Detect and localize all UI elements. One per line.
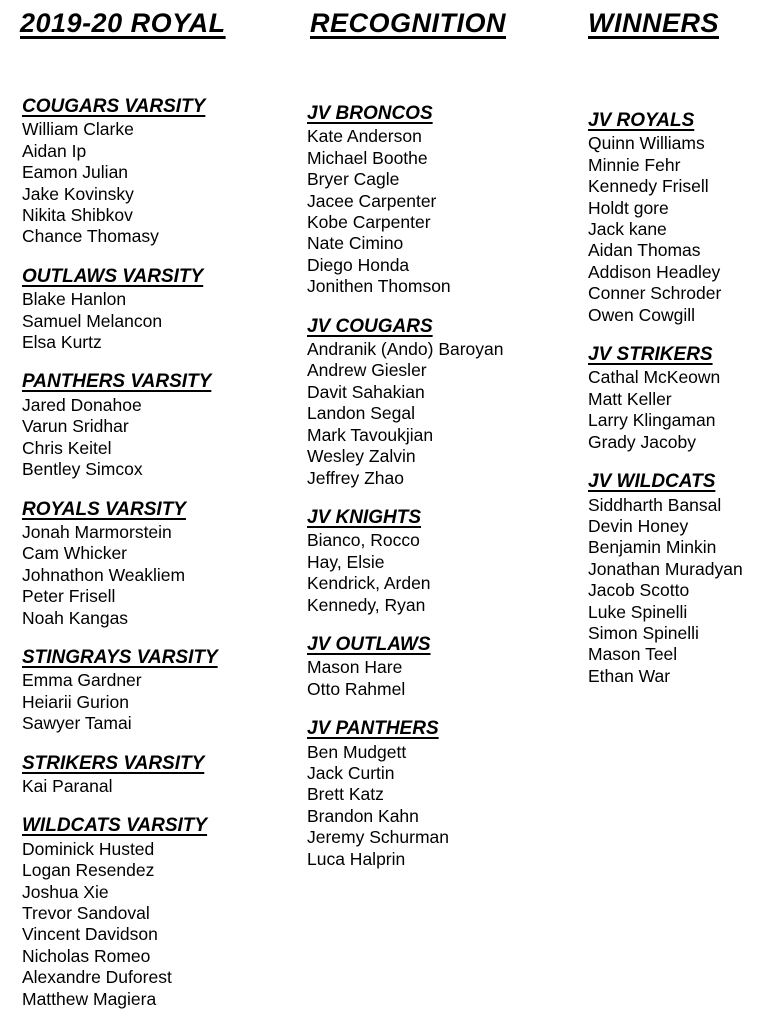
player-name: Simon Spinelli [588,622,699,643]
player-name: Andrew Giesler [307,360,427,381]
player-name: Matthew Magiera [22,988,157,1009]
player-name: Hay, Elsie [307,551,385,572]
player-name: Jack Curtin [307,762,395,783]
player-name: Davit Sahakian [307,381,425,402]
player-name: Bentley Simcox [22,459,143,480]
player-name: Benjamin Minkin [588,537,717,558]
player-name: Kai Paranal [22,775,113,796]
team-section [307,103,577,298]
player-name: Jacee Carpenter [307,190,437,211]
team-section [588,110,778,326]
team-section [22,647,292,735]
team-section-header: JV WILDCATS [588,471,716,493]
player-name: Noah Kangas [22,607,129,628]
player-name: Otto Rahmel [307,678,406,699]
player-name: Jared Donahoe [22,394,142,415]
player-name: Matt Keller [588,388,672,409]
player-name: Cam Whicker [22,543,128,564]
team-section-header: ROYALS VARSITY [22,498,186,520]
team-section-header: WILDCATS VARSITY [22,815,208,837]
player-name: Vincent Davidson [22,924,158,945]
player-name: Aidan Thomas [588,240,701,261]
player-name: William Clarke [22,119,134,140]
team-section [22,753,292,798]
team-section [22,499,292,629]
player-name: Kobe Carpenter [307,212,431,233]
team-section-header: COUGARS VARSITY [22,96,206,117]
player-name: Siddharth Bansal [588,494,722,515]
player-name: Mark Tavoukjian [307,424,434,445]
player-name: Kennedy, Ryan [307,594,426,615]
player-name: Blake Hanlon [22,289,127,310]
player-name: Sawyer Tamai [22,713,132,734]
player-name: Cathal McKeown [588,367,721,388]
player-name: Varun Sridhar [22,416,129,437]
player-name: Aidan Ip [22,140,87,161]
team-section [22,266,292,354]
team-section [307,316,577,489]
team-section-header: PANTHERS VARSITY [22,371,212,393]
player-name: Eamon Julian [22,162,129,183]
team-section [588,471,778,687]
player-name: Luke Spinelli [588,601,688,622]
team-section [307,507,577,616]
player-name: Larry Klingaman [588,410,716,431]
team-section-header: JV ROYALS [588,110,695,131]
player-name: Chris Keitel [22,437,112,458]
team-section [588,344,778,453]
team-section [22,371,292,480]
team-section [22,96,292,248]
column-jv-teams-1 [307,103,577,870]
player-name: Landon Segal [307,403,416,424]
player-name: Nate Cimino [307,233,404,254]
team-section-header: STRIKERS VARSITY [22,752,205,774]
player-name: Brett Katz [307,784,384,805]
player-name: Joshua Xie [22,881,109,902]
player-name: Bianco, Rocco [307,530,420,551]
player-name: Jonathan Muradyan [588,558,743,579]
player-name: Diego Honda [307,254,410,275]
player-name: Bryer Cagle [307,169,400,190]
document-title-part-3: WINNERS [588,8,719,38]
player-name: Quinn Williams [588,133,705,154]
player-name: Jeremy Schurman [307,827,449,848]
player-name: Ethan War [588,665,671,686]
player-name: Alexandre Duforest [22,967,172,988]
player-name: Ben Mudgett [307,741,407,762]
player-name: Kate Anderson [307,126,422,147]
player-name: Samuel Melancon [22,310,163,331]
team-section-header: JV BRONCOS [307,103,433,124]
player-name: Devin Honey [588,515,689,536]
player-name: Andranik (Ando) Baroyan [307,339,504,360]
player-name: Nikita Shibkov [22,205,133,226]
player-name: Jonah Marmorstein [22,521,172,542]
document-title-part-1: 2019-20 ROYAL [20,8,226,38]
team-section [307,634,577,700]
team-section-header: JV PANTHERS [307,718,439,740]
player-name: Peter Frisell [22,586,116,607]
player-name: Jack kane [588,219,667,240]
player-name: Holdt gore [588,197,669,218]
player-name: Mason Teel [588,644,678,665]
team-section [22,815,292,1010]
player-name: Brandon Kahn [307,805,419,826]
player-name: Dominick Husted [22,838,155,859]
player-name: Jeffrey Zhao [307,467,404,488]
player-name: Nicholas Romeo [22,945,151,966]
player-name: Jonithen Thomson [307,276,451,297]
team-section-header: JV COUGARS [307,315,433,337]
player-name: Mason Hare [307,657,403,678]
player-name: Jake Kovinsky [22,183,134,204]
player-name: Conner Schroder [588,283,722,304]
team-section [307,718,577,870]
player-name: Emma Gardner [22,670,142,691]
player-name: Grady Jacoby [588,431,696,452]
player-name: Trevor Sandoval [22,903,150,923]
column-varsity-teams [22,96,292,1010]
player-name: Jacob Scotto [588,580,690,601]
player-name: Addison Headley [588,261,721,282]
team-section-header: JV OUTLAWS [307,633,431,655]
player-name: Michael Boothe [307,147,428,168]
player-name: Heiarii Gurion [22,691,129,712]
player-name: Owen Cowgill [588,304,695,325]
player-name: Kendrick, Arden [307,573,431,594]
team-section-header: OUTLAWS VARSITY [22,265,204,287]
player-name: Chance Thomasy [22,226,159,247]
document-title-part-2: RECOGNITION [310,8,507,38]
team-section-header: STINGRAYS VARSITY [22,646,218,668]
team-section-header: JV STRIKERS [588,344,713,366]
player-name: Johnathon Weakliem [22,564,186,585]
player-name: Kennedy Frisell [588,176,709,197]
column-jv-teams-2 [588,110,778,687]
player-name: Logan Resendez [22,860,155,881]
player-name: Elsa Kurtz [22,332,102,353]
player-name: Wesley Zalvin [307,446,416,467]
player-name: Luca Halprin [307,848,406,869]
player-name: Minnie Fehr [588,154,681,175]
team-section-header: JV KNIGHTS [307,506,422,528]
